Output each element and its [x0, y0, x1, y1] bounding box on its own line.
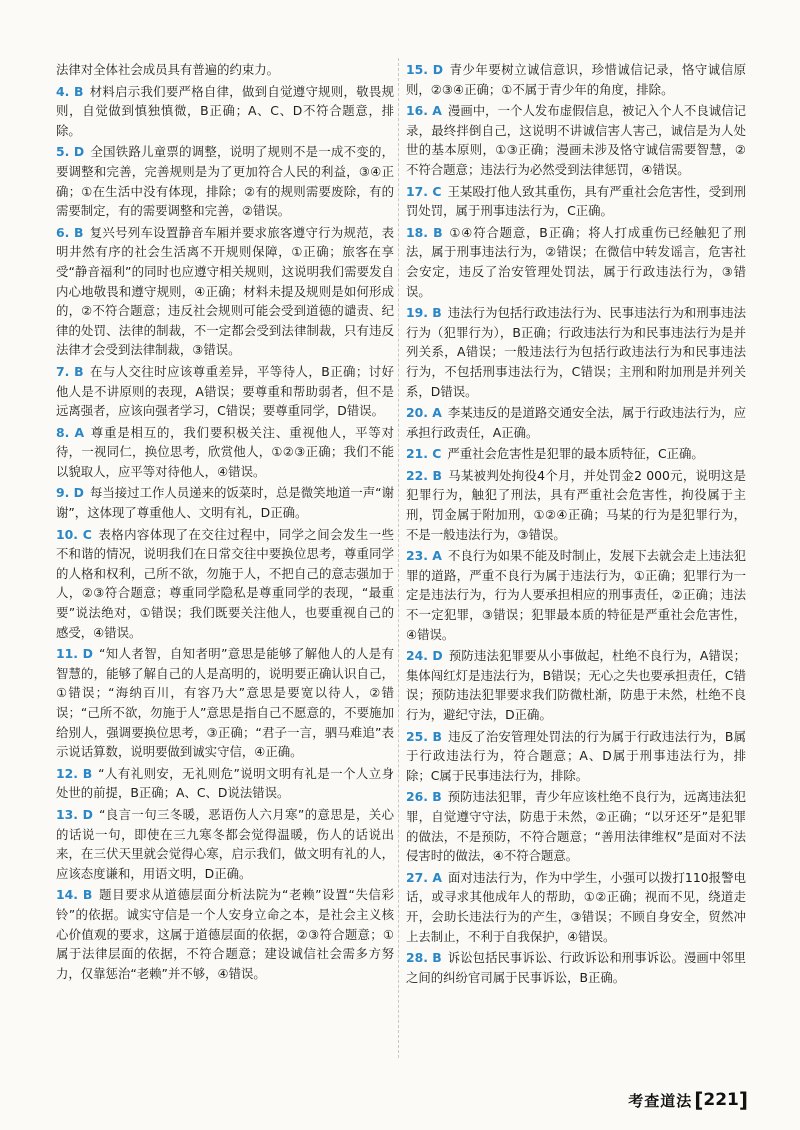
- answer-label: 13. D: [56, 806, 93, 822]
- answer-text: 题目要求从道德层面分析法院为“老赖”设置“失信彩铃”的依据。诚实守信是一个人安身立命之本，是社会主义核心价值观的要求，这属于道德层面的依据，②③符合题意；①属于法律层面的依据，不符合题意；建设诚信社会需多方努力，仅靠惩治“老赖”并不够，④错误。: [56, 887, 394, 981]
- answer-item: [406, 948, 746, 987]
- answer-label: 23. A: [406, 548, 442, 564]
- answer-item: [406, 403, 746, 442]
- answer-text: 漫画中，一个人发布虚假信息，被记入个人不良诚信记录，最终拌倒自己，这说明不讲诚信害人害己，诚信是为人处世的基本原则，①③正确；漫画未涉及恪守诚信需要智慧，②不符合题意；违法行为必然受到法律惩罚，④错误。: [406, 103, 747, 177]
- answer-item: [406, 787, 746, 865]
- answer-text: 违法行为包括行政违法行为、民事违法行为和刑事违法行为（犯罪行为），B正确；行政违法行为和民事违法行为是并列关系，A错误；一般违法行为包括行政违法行为和民事违法行为，不包括刑事违法行为，C错误；主刑和附加刑是并列关系，D错误。: [406, 305, 746, 399]
- answer-label: 12. B: [56, 765, 93, 781]
- answer-text: 王某殴打他人致其重伤，具有严重社会危害性，受到刑罚处罚，属于刑事违法行为，C正确。: [406, 183, 747, 219]
- answer-label: 16. A: [406, 103, 442, 119]
- answer-item: [56, 805, 394, 883]
- answer-continuation: 法律对全体社会成员具有普遍的约束力。: [56, 62, 280, 77]
- answer-text: 预防违法犯罪要从小事做起，杜绝不良行为，A错误；集体闯红灯是违法行为，B错误；无心之失也要承担责任，C错误；预防违法犯罪要求我们防微杜渐，防患于未然，杜绝不良行为，避纪守法，D正确。: [406, 648, 746, 722]
- answer-text: 表格内容体现了在交往过程中，同学之间会发生一些不和谐的情况，说明我们在日常交往中要换位思考，尊重同学的人格和权利，己所不欲，勿施于人，不把自己的意志强加于人，②③符合题意；尊重同学隐私是尊重同学的表现，“最重要”说法绝对，①错误；我们既要关注他人，也要重视自己的感受，④错误。: [56, 526, 394, 640]
- answer-label: 17. C: [406, 183, 442, 199]
- answer-label: 22. B: [406, 467, 443, 483]
- answer-item: [56, 525, 394, 643]
- answer-item: [56, 885, 394, 983]
- answer-item: [406, 101, 746, 179]
- page-number: 221: [703, 1090, 739, 1110]
- answer-label: 7. B: [56, 363, 84, 379]
- answer-text: 诉讼包括民事诉讼、行政诉讼和刑事诉讼。漫画中邻里之间的纠纷官司属于民事诉讼，B正确。: [406, 950, 746, 985]
- answer-text: 青少年要树立诚信意识，珍惜诚信记录，恪守诚信原则，②③④正确；①不属于青少年的角度，排除。: [406, 62, 746, 97]
- column-divider: [398, 58, 399, 1058]
- answer-label: 27. A: [406, 869, 442, 885]
- answer-item: [406, 646, 746, 724]
- answer-label: 15. D: [406, 62, 444, 77]
- right-column: [406, 60, 746, 989]
- answer-label: 9. D: [56, 485, 84, 501]
- answer-item: [56, 423, 394, 482]
- bracket-right: ]: [738, 1088, 748, 1112]
- answer-label: 14. B: [56, 887, 93, 903]
- page-footer: [628, 1088, 748, 1112]
- answer-label: 20. A: [406, 405, 442, 421]
- answer-text: 每当接过工作人员递来的饭菜时，总是微笑地道一声“谢谢”，这体现了尊重他人、文明有礼，D正确。: [56, 485, 395, 521]
- answer-text: “人有礼则安，无礼则危”说明文明有礼是一个人立身处世的前提，B正确；A、C、D说法错误。: [56, 765, 394, 801]
- answer-text: 复兴号列车设置静音车厢并要求旅客遵守行为规范，表明井然有序的社会生活离不开规则保障，①正确；旅客在享受“静音福利”的同时也应遵守相关规则，这说明我们需要发自内心地敬畏和遵守规则，④正确；材料未提及规则是如何形成的，②不符合题意；违反社会规则可能会受到道德的谴责、纪律的处罚、法律的制裁，不一定都会受到法律制裁，只有违反法律才会受到法律制裁，③错误。: [56, 224, 394, 358]
- answer-label: 11. D: [56, 646, 93, 662]
- answer-item: [56, 644, 394, 762]
- answer-item: [406, 546, 746, 644]
- answer-text: “良言一句三冬暖，恶语伤人六月寒”的意思是，关心的话说一句，即使在三九寒冬都会觉得温暖，伤人的话说出来，在三伏天里就会觉得心寒，启示我们，做文明有礼的人，应该态度谦和，用语文明，D正确。: [56, 806, 394, 881]
- answer-text: 预防违法犯罪，青少年应该杜绝不良行为，远离违法犯罪，自觉遵守守法，防患于未然，②正确；“以牙还牙”是犯罪的做法，不是预防，不符合题意；“善用法律维权”是面对不法侵害时的做法，④不符合题意。: [406, 789, 746, 864]
- answer-text: “知人者智，自知者明”意思是能够了解他人的人是有智慧的，能够了解自己的人是高明的，说明要正确认识自己，①错误；“海纳百川，有容乃大”意思是要宽以待人，②错误；“己所不欲，勿施于人”意思是指自己不愿意的，不要施加给别人，强调要换位思考，③正确；“君子一言，驷马难追”表示说话算数，说明要做到诚实守信，④正确。: [56, 646, 394, 760]
- answer-item: [406, 223, 746, 301]
- answer-text: 严重社会危害性是犯罪的最本质特征，C正确。: [447, 446, 704, 462]
- answer-item: [56, 764, 394, 803]
- answer-text: 尊重是相互的，我们要积极关注、重视他人，平等对待，一视同仁，换位思考，欣赏他人，①②③正确；我们不能以貌取人，应平等对待他人，④错误。: [56, 424, 395, 479]
- answer-label: 19. B: [406, 305, 442, 321]
- answer-label: 6. B: [56, 224, 84, 240]
- answer-item: [56, 223, 394, 360]
- answer-item: [406, 868, 746, 946]
- answer-item: [406, 182, 746, 221]
- answer-item: [406, 466, 746, 544]
- answer-label: 4. B: [56, 83, 84, 99]
- answer-label: 25. B: [406, 728, 442, 744]
- answer-label: 26. B: [406, 789, 442, 805]
- footer-label: 考查道法: [628, 1091, 693, 1110]
- answer-item: [406, 60, 746, 99]
- answer-text: 全国铁路儿童票的调整，说明了规则不是一成不变的，要调整和完善，完善规则是为了更加符合人民的利益，③④正确；①在生活中没有体现，排除；②有的规则需要废除，有的需要制定，有的需要调整和完善，②错误。: [56, 144, 394, 219]
- answer-label: 21. C: [406, 446, 442, 462]
- answer-text: ①④符合题意，B正确；将人打成重伤已经触犯了刑法，属于刑事违法行为，②错误；在微信中转发谣言，危害社会安定，违反了治安管理处罚法，属于行政违法行为，③错误。: [406, 224, 746, 299]
- answer-text: 材料启示我们要严格自律，做到自觉遵守规则，敬畏规则，自觉做到慎独慎微，B正确；A、C、D不符合题意，排除。: [56, 83, 394, 138]
- answer-text: 违反了治安管理处罚法的行为属于行政违法行为，B属于行政违法行为，符合题意；A、D属于刑事违法行为，排除；C属于民事违法行为，排除。: [406, 728, 746, 783]
- answer-label: 28. B: [406, 950, 442, 966]
- answer-item: [406, 727, 746, 786]
- answer-text: 在与人交往时应该尊重差异，平等待人，B正确；讨好他人是不讲原则的表现，A错误；要尊重和帮助弱者，但不是远离强者，应该向强者学习，C错误；要尊重同学，D错误。: [56, 363, 394, 419]
- answer-item: [56, 483, 394, 522]
- answer-item: [406, 303, 746, 401]
- answer-text: 马某被判处拘役4个月，并处罚金2 000元，说明这是犯罪行为，触犯了刑法，具有严重社会危害性，拘役属于主刑，罚金属于附加刑，①②④正确；马某的行为是犯罪行为，不是一般违法行为，③错误。: [406, 467, 746, 542]
- answer-label: 5. D: [56, 144, 85, 160]
- answer-item: [56, 362, 394, 421]
- answer-item: [56, 82, 394, 141]
- answer-text: 面对违法行为，作为中学生，小强可以拨打110报警电话，或寻求其他成年人的帮助，①②正确；视而不见，绕道走开，会助长违法行为的产生，③错误；不顾自身安全，贸然冲上去制止，不利于自我保护，④错误。: [406, 869, 746, 944]
- answer-item: [406, 444, 746, 464]
- left-column: [56, 60, 394, 985]
- answer-text: 李某违反的是道路交通安全法，属于行政违法行为，应承担行政责任，A正确。: [406, 405, 747, 440]
- answer-label: 8. A: [56, 424, 85, 440]
- answer-label: 10. C: [56, 526, 92, 542]
- bracket-left: [: [694, 1088, 704, 1112]
- answer-label: 18. B: [406, 224, 443, 240]
- answer-label: 24. D: [406, 648, 443, 664]
- answer-item: [56, 142, 394, 220]
- answer-text: 不良行为如果不能及时制止，发展下去就会走上违法犯罪的道路，严重不良行为属于违法行为，①正确；犯罪行为一定是违法行为，行为人要承担相应的刑事责任，②正确；违法不一定犯罪，③错误；犯罪最本质的特征是严重社会危害性，④错误。: [406, 548, 747, 642]
